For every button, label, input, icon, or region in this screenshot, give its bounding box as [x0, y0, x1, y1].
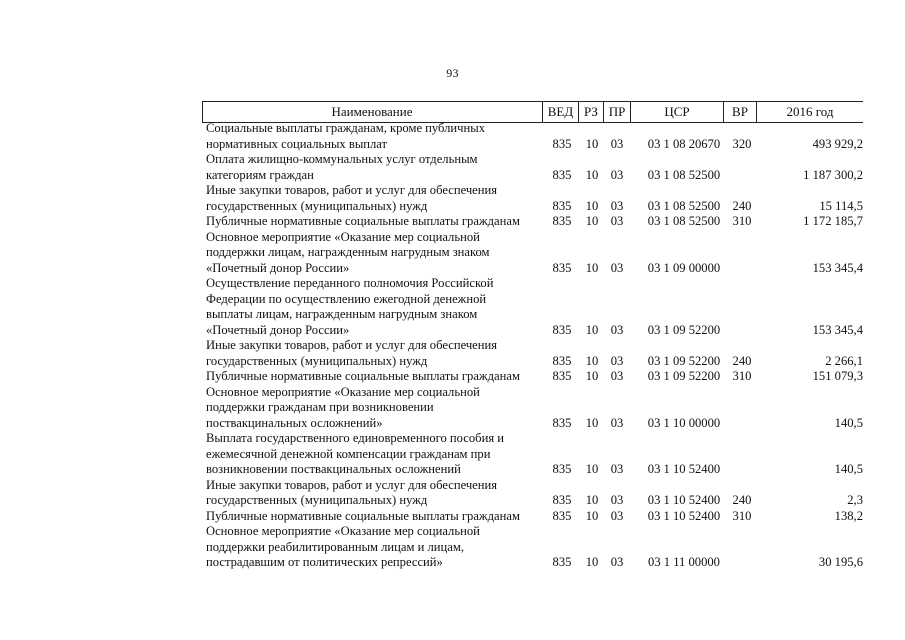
cell-name: Публичные нормативные социальные выплаты гражданам	[206, 369, 520, 383]
page-number: 93	[446, 66, 459, 80]
table-row	[202, 276, 863, 338]
cell-sum: 138,2	[834, 508, 863, 523]
table-row	[202, 152, 863, 183]
cell-sum: 493 929,2	[812, 136, 863, 151]
cell-ved: 835	[552, 462, 572, 476]
cell-pr: 03	[610, 167, 624, 182]
table-row	[202, 524, 863, 571]
cell-pr: 03	[610, 214, 624, 228]
header-year: 2016 год	[786, 104, 834, 119]
cell-csr: 03 1 10 52400	[647, 462, 721, 476]
header-name: Наименование	[331, 104, 413, 119]
cell-rz: 10	[585, 493, 599, 507]
cell-name: Социальные выплаты гражданам, кроме публичных нормативных социальных выплат	[206, 121, 485, 151]
cell-name: Оплата жилищно-коммунальных услуг отдельным категориям граждан	[206, 152, 478, 182]
cell-vr	[726, 462, 758, 478]
cell-sum: 2 266,1	[825, 353, 863, 368]
cell-name: Иные закупки товаров, работ и услуг для обеспечения государственных (муниципальных) нужд	[206, 183, 498, 213]
cell-vr: 310	[732, 508, 752, 523]
table-row	[202, 121, 863, 152]
cell-ved: 835	[552, 167, 572, 182]
cell-pr: 03	[610, 415, 624, 430]
cell-name: Иные закупки товаров, работ и услуг для обеспечения государственных (муниципальных) нужд	[206, 477, 498, 507]
cell-ved: 835	[552, 322, 572, 337]
cell-sum: 151 079,3	[812, 369, 863, 383]
cell-sum: 140,5	[834, 462, 863, 476]
cell-csr: 03 1 08 52500	[647, 214, 721, 228]
cell-rz: 10	[585, 167, 599, 182]
table-body	[202, 121, 863, 571]
cell-csr: 03 1 09 52200	[647, 353, 721, 368]
cell-csr: 03 1 11 00000	[648, 555, 720, 569]
cell-name: Публичные нормативные социальные выплаты гражданам	[206, 214, 520, 228]
table-row	[202, 230, 863, 277]
cell-ved: 835	[552, 136, 572, 151]
table-row	[202, 338, 863, 369]
header-vr: ВР	[732, 104, 748, 119]
cell-sum: 153 345,4	[812, 260, 863, 275]
header-pr: ПР	[608, 104, 626, 119]
cell-csr: 03 1 09 52200	[647, 369, 721, 383]
cell-vr: 240	[732, 198, 752, 213]
cell-ved: 835	[552, 415, 572, 430]
cell-name: Осуществление переданного полномочия Российской Федерации по осуществлению ежегодной денежной выплаты лицам, награжденным нагрудным знаком «Почетный донор России»	[206, 276, 494, 337]
cell-sum: 15 114,5	[819, 198, 863, 213]
cell-ved: 835	[552, 493, 572, 507]
cell-csr: 03 1 10 52400	[647, 493, 721, 507]
cell-rz: 10	[585, 508, 599, 523]
cell-csr: 03 1 09 52200	[647, 322, 721, 337]
cell-vr: 320	[732, 136, 752, 151]
cell-pr: 03	[610, 462, 624, 476]
cell-vr: 240	[732, 493, 752, 507]
cell-vr	[726, 168, 758, 184]
cell-rz: 10	[585, 322, 599, 337]
cell-rz: 10	[585, 415, 599, 430]
cell-pr: 03	[610, 136, 624, 151]
cell-vr: 310	[732, 369, 752, 383]
cell-ved: 835	[552, 198, 572, 213]
cell-ved: 835	[552, 353, 572, 368]
header-ved: ВЕД	[547, 104, 574, 119]
cell-vr	[726, 416, 758, 432]
cell-ved: 835	[552, 555, 572, 569]
cell-pr: 03	[610, 508, 624, 523]
table-header	[202, 101, 863, 123]
table-row	[202, 214, 863, 230]
cell-pr: 03	[610, 555, 624, 569]
cell-pr: 03	[610, 260, 624, 275]
cell-csr: 03 1 08 52500	[647, 198, 721, 213]
cell-rz: 10	[585, 555, 599, 569]
cell-vr: 240	[732, 353, 752, 368]
cell-vr	[726, 323, 758, 339]
cell-sum: 140,5	[834, 415, 863, 430]
cell-pr: 03	[610, 369, 624, 383]
cell-name: Выплата государственного единовременного пособия и ежемесячной денежной компенсации гражданам при возникновении поствакцинальных осложнений	[206, 431, 504, 476]
cell-sum: 153 345,4	[812, 322, 863, 337]
cell-pr: 03	[610, 353, 624, 368]
cell-name: Иные закупки товаров, работ и услуг для обеспечения государственных (муниципальных) нужд	[206, 338, 498, 368]
table-row	[202, 183, 863, 214]
cell-vr	[726, 261, 758, 277]
cell-pr: 03	[610, 493, 624, 507]
header-rz: РЗ	[584, 104, 598, 119]
cell-pr: 03	[610, 198, 624, 213]
cell-rz: 10	[585, 198, 599, 213]
cell-sum: 1 187 300,2	[803, 167, 863, 182]
header-csr: ЦСР	[664, 104, 690, 119]
cell-name: Основное мероприятие «Оказание мер социальной поддержки реабилитированным лицам и лицам, пострадавшим от политических репрессий»	[206, 524, 480, 569]
cell-pr: 03	[610, 322, 624, 337]
cell-csr: 03 1 09 00000	[647, 260, 721, 275]
cell-vr	[726, 555, 758, 571]
cell-rz: 10	[585, 136, 599, 151]
cell-ved: 835	[552, 260, 572, 275]
cell-csr: 03 1 08 52500	[647, 167, 721, 182]
cell-rz: 10	[585, 214, 599, 228]
cell-name: Основное мероприятие «Оказание мер социальной поддержки лицам, награжденным нагрудным знаком «Почетный донор России»	[206, 229, 490, 275]
cell-name: Основное мероприятие «Оказание мер социальной поддержки гражданам при возникновении поствакцинальных осложнений»	[206, 384, 480, 430]
cell-vr: 310	[732, 214, 752, 228]
table-row	[202, 385, 863, 432]
cell-csr: 03 1 10 52400	[647, 508, 721, 523]
cell-rz: 10	[585, 369, 599, 383]
table-row	[202, 509, 863, 525]
cell-sum: 2,3	[847, 493, 863, 507]
cell-sum: 30 195,6	[818, 555, 863, 569]
cell-sum: 1 172 185,7	[803, 214, 863, 228]
table-row	[202, 431, 863, 478]
cell-rz: 10	[585, 462, 599, 476]
cell-name: Публичные нормативные социальные выплаты гражданам	[206, 508, 520, 523]
header-divider	[202, 102, 203, 122]
cell-csr: 03 1 10 00000	[647, 415, 721, 430]
table-row	[202, 478, 863, 509]
cell-rz: 10	[585, 353, 599, 368]
cell-ved: 835	[552, 369, 572, 383]
table-row	[202, 369, 863, 385]
cell-csr: 03 1 08 20670	[647, 136, 721, 151]
cell-ved: 835	[552, 508, 572, 523]
cell-rz: 10	[585, 260, 599, 275]
cell-ved: 835	[552, 214, 572, 228]
